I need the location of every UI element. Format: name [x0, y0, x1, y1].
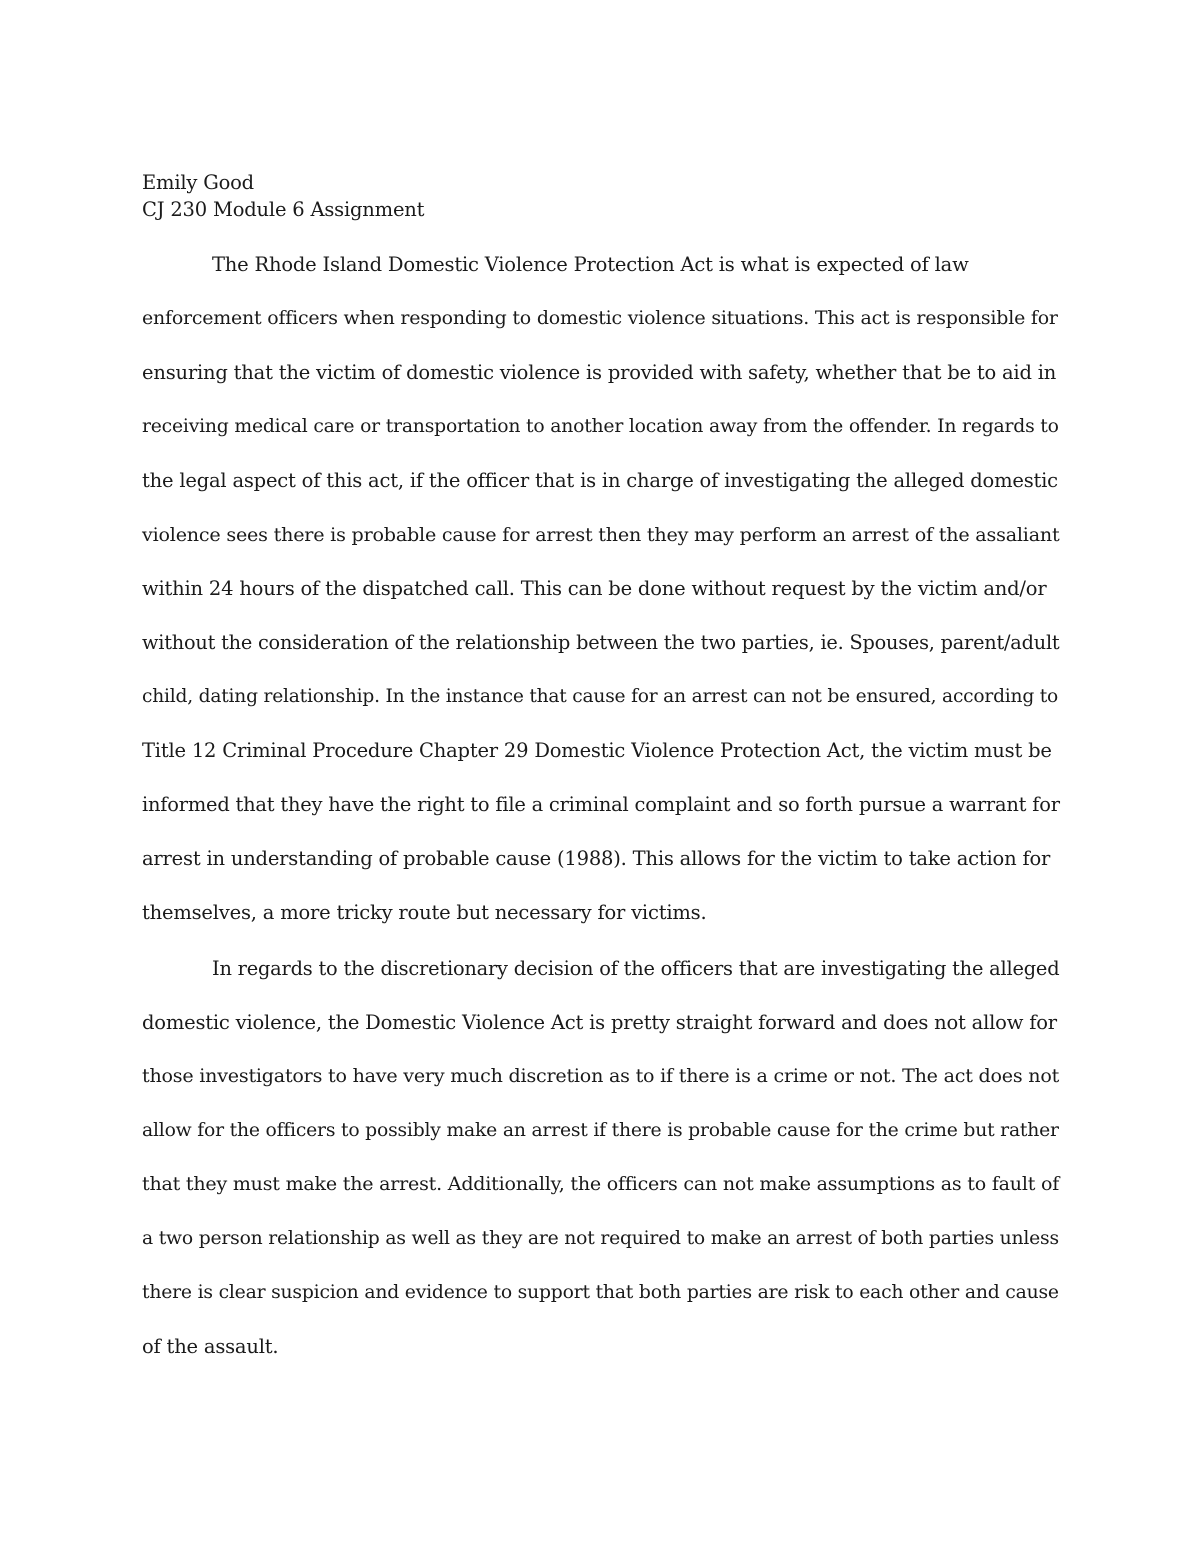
course-title: CJ 230 Module 6 Assignment — [142, 198, 425, 221]
paragraph-line: of the assault. — [142, 1335, 279, 1358]
paragraph-line: themselves, a more tricky route but necessary for victims. — [142, 901, 707, 924]
paragraph-line: In regards to the discretionary decision of the officers that are investigating the alleged — [212, 957, 1060, 980]
paragraph-line: those investigators to have very much discretion as to if there is a crime or not. The act does not — [142, 1065, 1060, 1087]
paragraph-line: within 24 hours of the dispatched call. This can be done without request by the victim and/or — [142, 577, 1047, 600]
paragraph-line: arrest in understanding of probable cause (1988). This allows for the victim to take action for — [142, 847, 1051, 870]
paragraph-line: informed that they have the right to file a criminal complaint and so forth pursue a warrant for — [142, 793, 1060, 816]
paragraph-line: a two person relationship as well as they are not required to make an arrest of both parties unless — [142, 1228, 1059, 1249]
paragraph-line: the legal aspect of this act, if the officer that is in charge of investigating the alleged domestic — [142, 469, 1058, 492]
paragraph-line: ensuring that the victim of domestic violence is provided with safety, whether that be to aid in — [142, 361, 1057, 384]
paragraph-line: Title 12 Criminal Procedure Chapter 29 Domestic Violence Protection Act, the victim must be — [142, 739, 1052, 762]
paragraph-line: receiving medical care or transportation to another location away from the offender. In regards to — [142, 416, 1059, 437]
paragraph-line: allow for the officers to possibly make an arrest if there is probable cause for the crime but rather — [142, 1120, 1059, 1141]
paragraph-line: child, dating relationship. In the instance that cause for an arrest can not be ensured, according to — [142, 686, 1059, 707]
paragraph-line: enforcement officers when responding to domestic violence situations. This act is responsible for — [142, 307, 1058, 329]
paragraph-line: The Rhode Island Domestic Violence Protection Act is what is expected of law — [212, 253, 969, 276]
paragraph-line: that they must make the arrest. Additionally, the officers can not make assumptions as to fault of — [142, 1173, 1060, 1195]
paragraph-line: without the consideration of the relationship between the two parties, ie. Spouses, parent/adult — [142, 631, 1060, 654]
paragraph-line: domestic violence, the Domestic Violence Act is pretty straight forward and does not allow for — [142, 1011, 1057, 1034]
author-name: Emily Good — [142, 171, 254, 194]
paragraph-line: violence sees there is probable cause for arrest then they may perform an arrest of the assaliant — [142, 523, 1060, 546]
paragraph-line: there is clear suspicion and evidence to support that both parties are risk to each other and cause — [142, 1282, 1059, 1303]
